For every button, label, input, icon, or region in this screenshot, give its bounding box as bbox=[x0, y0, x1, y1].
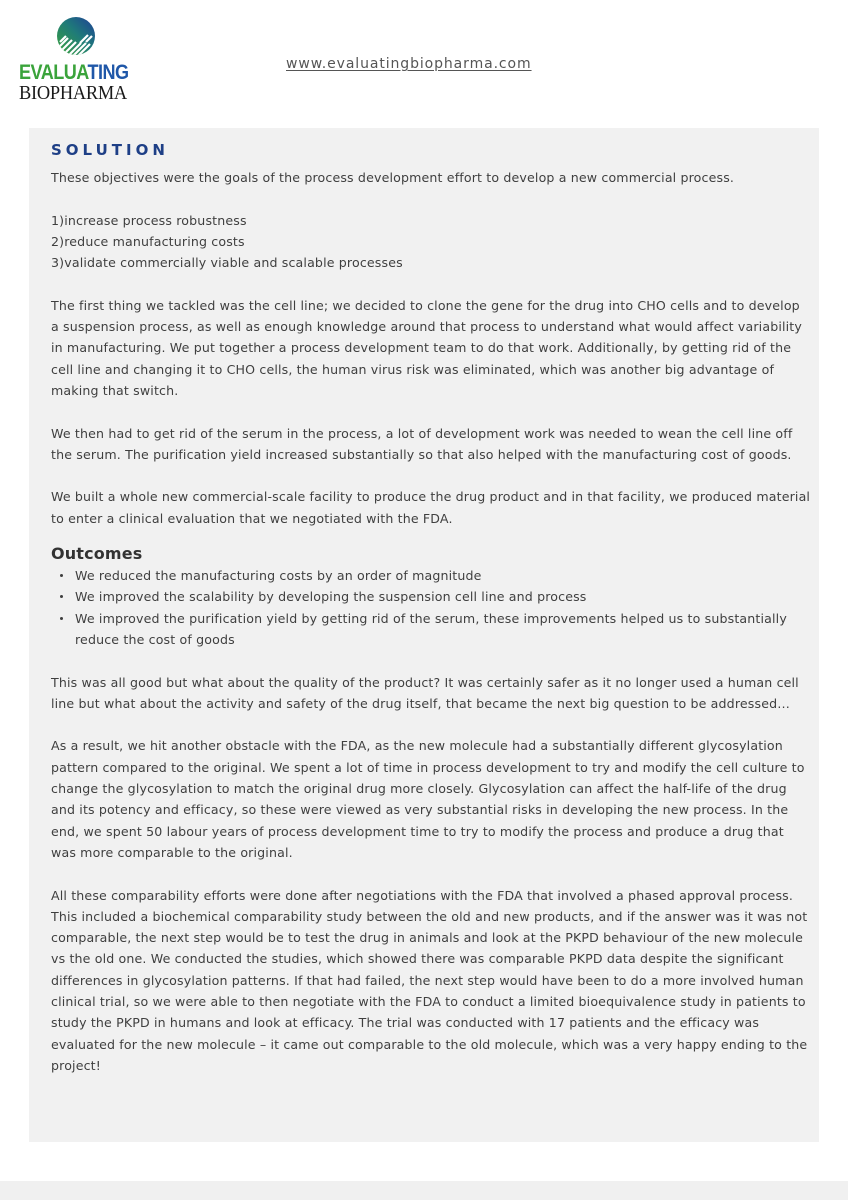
outcome-item: We reduced the manufacturing costs by an order of magnitude bbox=[75, 565, 811, 586]
objective-item: 3)validate commercially viable and scalable processes bbox=[51, 255, 403, 271]
solution-heading: SOLUTION bbox=[51, 141, 169, 159]
outcome-item: We improved the purification yield by getting rid of the serum, these improvements helped us to substantially reduce the cost of goods bbox=[75, 608, 811, 651]
objective-item: 2)reduce manufacturing costs bbox=[51, 233, 245, 249]
solution-paragraph-cell-line: The first thing we tackled was the cell line; we decided to clone the gene for the drug into CHO cells and to develop a suspension process, as well as enough knowledge around that process to understand what would affect variability in manufacturing. We put together a process development team to do that work. Additionally, by getting rid of the cell line and changing it to CHO cells, the human virus risk was eliminated, which was another big advantage of making that switch. bbox=[51, 297, 802, 398]
outcomes-paragraph-quality: This was all good but what about the quality of the product? It was certainly safer as it no longer used a human cell line but what about the activity and safety of the drug itself, that became the next big question to be addressed… bbox=[51, 674, 799, 711]
website-link[interactable]: www.evaluatingbiopharma.com bbox=[286, 56, 532, 72]
objectives-list bbox=[51, 210, 811, 274]
outcomes-paragraph-comparability: All these comparability efforts were done after negotiations with the FDA that involved a phased approval process. This included a biochemical comparability study between the old and new products, and if the answer was it was not comparable, the next step would be to test the drug in animals and look at the PKPD behaviour of the new molecule vs the old one. We conducted the studies, which showed there was comparable PKPD data despite the significant differences in glycosylation patterns. If that had failed, the next step would have been to do a more involved human clinical trial, so we were able to then negotiate with the FDA to conduct a limited bioequivalence study in patients to study the PKPD in humans and look at efficacy. The trial was conducted with 17 patients and the efficacy was evaluated for the new molecule – it came out comparable to the old molecule, which was a very happy ending to the project! bbox=[51, 887, 808, 1073]
footer-band bbox=[0, 1181, 848, 1200]
article-body bbox=[51, 140, 811, 1097]
evaluating-biopharma-logo[interactable] bbox=[18, 14, 136, 104]
logo-word-biopharma: BIOPHARMA bbox=[19, 82, 127, 104]
outcome-item: We improved the scalability by developing the suspension cell line and process bbox=[75, 586, 811, 607]
outcomes-heading: Outcomes bbox=[51, 544, 143, 564]
objective-item: 1)increase process robustness bbox=[51, 212, 247, 228]
logo-word-evaluating: EVALUATING bbox=[19, 61, 129, 84]
solution-paragraph-facility: We built a whole new commercial-scale facility to produce the drug product and in that facility, we produced material to enter a clinical evaluation that we negotiated with the FDA. bbox=[51, 489, 811, 526]
solution-paragraph-serum: We then had to get rid of the serum in the process, a lot of development work was needed to wean the cell line off the serum. The purification yield increased substantially so that also helped with the manufacturing cost of goods. bbox=[51, 425, 793, 462]
solution-intro: These objectives were the goals of the process development effort to develop a new commercial process. bbox=[51, 170, 735, 185]
outcomes-list bbox=[51, 565, 811, 650]
outcomes-paragraph-glycosylation: As a result, we hit another obstacle with the FDA, as the new molecule had a substantially different glycosylation pattern compared to the original. We spent a lot of time in process development to try and modify the cell culture to change the glycosylation to match the original drug more closely. Glycosylation can affect the half-life of the drug and its potency and efficacy, so these were viewed as very substantial risks in developing the new process. In the end, we spent 50 labour years of process development time to try to modify the process and produce a drug that was more comparable to the original. bbox=[51, 738, 805, 860]
page-header bbox=[0, 0, 848, 128]
content-panel bbox=[29, 128, 819, 1142]
logo-globe-icon bbox=[56, 16, 96, 56]
